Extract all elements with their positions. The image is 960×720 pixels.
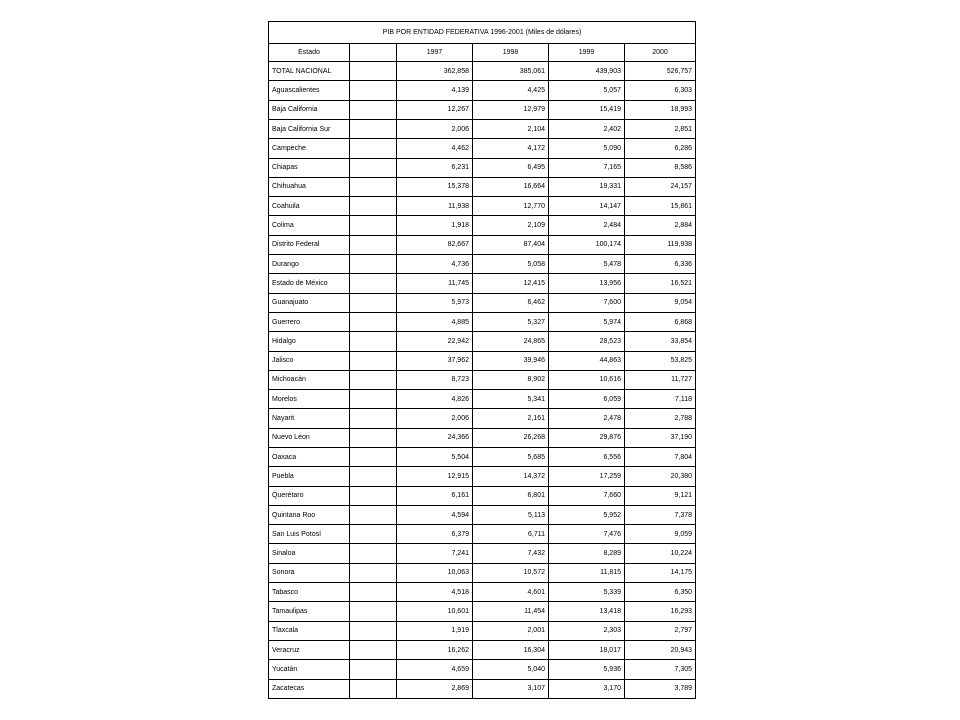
value-1999: 18,017 (549, 640, 625, 659)
value-1999: 5,974 (549, 312, 625, 331)
state-name: Oaxaca (269, 448, 350, 467)
value-1999: 6,556 (549, 448, 625, 467)
state-name: Tlaxcala (269, 621, 350, 640)
table-row (269, 409, 696, 428)
table-row (269, 351, 696, 370)
blank-cell (350, 274, 397, 293)
value-1997: 4,736 (397, 255, 473, 274)
column-header-estado: Estado (269, 44, 350, 62)
column-header-blank (350, 44, 397, 62)
value-1997: 1,918 (397, 216, 473, 235)
value-1997: 11,745 (397, 274, 473, 293)
value-2000: 10,224 (625, 544, 696, 563)
value-2000: 2,851 (625, 119, 696, 138)
table-header-row (269, 44, 696, 62)
value-2000: 8,586 (625, 158, 696, 177)
table-row (269, 197, 696, 216)
table-row (269, 390, 696, 409)
blank-cell (350, 177, 397, 196)
value-1999: 5,936 (549, 660, 625, 679)
state-name: Tabasco (269, 583, 350, 602)
blank-cell (350, 583, 397, 602)
value-2000: 7,804 (625, 448, 696, 467)
state-name: TOTAL NACIONAL (269, 62, 350, 81)
blank-cell (350, 216, 397, 235)
blank-cell (350, 293, 397, 312)
table-row (269, 621, 696, 640)
state-name: Aguascalientes (269, 81, 350, 100)
value-1998: 6,495 (473, 158, 549, 177)
gdp-table (268, 21, 696, 699)
table-row (269, 467, 696, 486)
value-1998: 12,415 (473, 274, 549, 293)
value-1998: 6,801 (473, 486, 549, 505)
value-2000: 6,286 (625, 139, 696, 158)
value-1997: 2,006 (397, 409, 473, 428)
value-1998: 5,058 (473, 255, 549, 274)
value-2000: 119,938 (625, 235, 696, 254)
blank-cell (350, 370, 397, 389)
table-row (269, 293, 696, 312)
value-2000: 37,190 (625, 428, 696, 447)
value-1999: 44,863 (549, 351, 625, 370)
value-1998: 12,979 (473, 100, 549, 119)
value-1997: 12,267 (397, 100, 473, 119)
table-row (269, 370, 696, 389)
table-row (269, 255, 696, 274)
value-1999: 7,660 (549, 486, 625, 505)
state-name: Colima (269, 216, 350, 235)
value-1997: 10,601 (397, 602, 473, 621)
value-2000: 14,175 (625, 563, 696, 582)
value-1998: 39,946 (473, 351, 549, 370)
table-row (269, 332, 696, 351)
value-2000: 24,157 (625, 177, 696, 196)
value-2000: 15,861 (625, 197, 696, 216)
table-row (269, 640, 696, 659)
value-2000: 33,854 (625, 332, 696, 351)
column-header-1999: 1999 (549, 44, 625, 62)
value-2000: 2,884 (625, 216, 696, 235)
value-1997: 7,241 (397, 544, 473, 563)
value-1999: 15,419 (549, 100, 625, 119)
value-1997: 4,462 (397, 139, 473, 158)
state-name: Michoacán (269, 370, 350, 389)
value-1997: 2,869 (397, 679, 473, 698)
value-1999: 19,331 (549, 177, 625, 196)
table-row (269, 428, 696, 447)
value-1998: 11,454 (473, 602, 549, 621)
value-1998: 2,001 (473, 621, 549, 640)
value-1997: 5,973 (397, 293, 473, 312)
value-1997: 2,006 (397, 119, 473, 138)
table-row (269, 158, 696, 177)
blank-cell (350, 602, 397, 621)
state-name: Jalisco (269, 351, 350, 370)
table-row (269, 119, 696, 138)
value-1998: 4,172 (473, 139, 549, 158)
value-1999: 17,259 (549, 467, 625, 486)
table-row (269, 62, 696, 81)
table-row (269, 563, 696, 582)
value-1997: 6,379 (397, 525, 473, 544)
state-name: Quintana Roo (269, 505, 350, 524)
blank-cell (350, 640, 397, 659)
state-name: Zacatecas (269, 679, 350, 698)
value-1997: 15,378 (397, 177, 473, 196)
value-2000: 6,868 (625, 312, 696, 331)
value-2000: 53,825 (625, 351, 696, 370)
value-2000: 7,305 (625, 660, 696, 679)
value-2000: 20,380 (625, 467, 696, 486)
value-1997: 24,366 (397, 428, 473, 447)
value-1997: 11,938 (397, 197, 473, 216)
table-row (269, 312, 696, 331)
value-1999: 13,418 (549, 602, 625, 621)
table-row (269, 448, 696, 467)
value-2000: 9,121 (625, 486, 696, 505)
value-1997: 4,659 (397, 660, 473, 679)
blank-cell (350, 332, 397, 351)
state-name: Coahuila (269, 197, 350, 216)
value-1998: 87,404 (473, 235, 549, 254)
state-name: San Luis Potosí (269, 525, 350, 544)
state-name: Chihuahua (269, 177, 350, 196)
state-name: Hidalgo (269, 332, 350, 351)
state-name: Guanajuato (269, 293, 350, 312)
value-2000: 2,788 (625, 409, 696, 428)
table-row (269, 139, 696, 158)
value-1998: 10,572 (473, 563, 549, 582)
table-title-row (269, 22, 696, 44)
value-1997: 82,667 (397, 235, 473, 254)
value-1999: 7,476 (549, 525, 625, 544)
state-name: Nayarit (269, 409, 350, 428)
table-row (269, 602, 696, 621)
value-1998: 26,268 (473, 428, 549, 447)
blank-cell (350, 409, 397, 428)
value-1999: 13,956 (549, 274, 625, 293)
blank-cell (350, 486, 397, 505)
blank-cell (350, 467, 397, 486)
state-name: Nuevo Leon (269, 428, 350, 447)
value-2000: 7,378 (625, 505, 696, 524)
state-name: Guerrero (269, 312, 350, 331)
value-1997: 4,594 (397, 505, 473, 524)
blank-cell (350, 448, 397, 467)
state-name: Querétaro (269, 486, 350, 505)
value-1999: 10,616 (549, 370, 625, 389)
value-1998: 7,432 (473, 544, 549, 563)
blank-cell (350, 621, 397, 640)
blank-cell (350, 428, 397, 447)
blank-cell (350, 255, 397, 274)
value-1998: 5,113 (473, 505, 549, 524)
value-1998: 5,327 (473, 312, 549, 331)
value-1999: 439,903 (549, 62, 625, 81)
value-1998: 14,372 (473, 467, 549, 486)
table-row (269, 505, 696, 524)
value-1998: 5,341 (473, 390, 549, 409)
value-2000: 20,943 (625, 640, 696, 659)
value-2000: 526,757 (625, 62, 696, 81)
value-1999: 6,059 (549, 390, 625, 409)
blank-cell (350, 544, 397, 563)
value-1997: 5,504 (397, 448, 473, 467)
value-1999: 2,402 (549, 119, 625, 138)
table-row (269, 235, 696, 254)
table-row (269, 525, 696, 544)
value-1997: 1,919 (397, 621, 473, 640)
blank-cell (350, 505, 397, 524)
table-row (269, 274, 696, 293)
value-1997: 8,723 (397, 370, 473, 389)
state-name: Durango (269, 255, 350, 274)
value-2000: 6,350 (625, 583, 696, 602)
table-row (269, 81, 696, 100)
value-1998: 5,040 (473, 660, 549, 679)
value-1998: 2,104 (473, 119, 549, 138)
value-1998: 6,711 (473, 525, 549, 544)
state-name: Morelos (269, 390, 350, 409)
value-2000: 16,521 (625, 274, 696, 293)
state-name: Campeche (269, 139, 350, 158)
blank-cell (350, 158, 397, 177)
value-1998: 2,109 (473, 216, 549, 235)
table-row (269, 100, 696, 119)
value-1999: 100,174 (549, 235, 625, 254)
state-name: Baja California Sur (269, 119, 350, 138)
table-title: PIB POR ENTIDAD FEDERATIVA 1996-2001 (Miles de dólares) (269, 22, 696, 44)
value-2000: 18,993 (625, 100, 696, 119)
blank-cell (350, 390, 397, 409)
value-1998: 5,685 (473, 448, 549, 467)
value-2000: 3,789 (625, 679, 696, 698)
blank-cell (350, 81, 397, 100)
table-row (269, 679, 696, 698)
value-2000: 6,336 (625, 255, 696, 274)
table-row (269, 544, 696, 563)
column-header-2000: 2000 (625, 44, 696, 62)
value-1999: 5,339 (549, 583, 625, 602)
blank-cell (350, 62, 397, 81)
blank-cell (350, 563, 397, 582)
value-1997: 37,962 (397, 351, 473, 370)
value-1999: 5,478 (549, 255, 625, 274)
blank-cell (350, 100, 397, 119)
blank-cell (350, 119, 397, 138)
value-1997: 10,063 (397, 563, 473, 582)
state-name: Sinaloa (269, 544, 350, 563)
column-header-1998: 1998 (473, 44, 549, 62)
value-1998: 16,304 (473, 640, 549, 659)
state-name: Estado de México (269, 274, 350, 293)
value-1997: 362,858 (397, 62, 473, 81)
state-name: Distrito Federal (269, 235, 350, 254)
state-name: Chiapas (269, 158, 350, 177)
value-1999: 7,600 (549, 293, 625, 312)
blank-cell (350, 679, 397, 698)
value-1997: 22,942 (397, 332, 473, 351)
value-1998: 8,902 (473, 370, 549, 389)
blank-cell (350, 139, 397, 158)
value-1997: 4,885 (397, 312, 473, 331)
table-row (269, 583, 696, 602)
value-1999: 28,523 (549, 332, 625, 351)
value-2000: 9,054 (625, 293, 696, 312)
value-1999: 14,147 (549, 197, 625, 216)
value-1998: 24,865 (473, 332, 549, 351)
value-1997: 4,518 (397, 583, 473, 602)
value-1998: 6,462 (473, 293, 549, 312)
state-name: Tamaulipas (269, 602, 350, 621)
value-1999: 2,303 (549, 621, 625, 640)
value-2000: 7,118 (625, 390, 696, 409)
value-1997: 12,915 (397, 467, 473, 486)
value-1999: 2,478 (549, 409, 625, 428)
value-1999: 11,815 (549, 563, 625, 582)
value-1999: 2,484 (549, 216, 625, 235)
value-1998: 2,161 (473, 409, 549, 428)
blank-cell (350, 197, 397, 216)
table-row (269, 660, 696, 679)
value-1998: 16,664 (473, 177, 549, 196)
state-name: Baja California (269, 100, 350, 119)
value-1998: 4,601 (473, 583, 549, 602)
value-1997: 16,262 (397, 640, 473, 659)
value-1998: 4,425 (473, 81, 549, 100)
value-1998: 3,107 (473, 679, 549, 698)
value-1999: 8,289 (549, 544, 625, 563)
value-2000: 9,059 (625, 525, 696, 544)
value-1999: 5,090 (549, 139, 625, 158)
value-1997: 4,826 (397, 390, 473, 409)
state-name: Sonora (269, 563, 350, 582)
column-header-1997: 1997 (397, 44, 473, 62)
value-1998: 12,770 (473, 197, 549, 216)
value-1999: 3,170 (549, 679, 625, 698)
value-1999: 29,876 (549, 428, 625, 447)
table-row (269, 486, 696, 505)
blank-cell (350, 235, 397, 254)
value-2000: 2,797 (625, 621, 696, 640)
value-2000: 6,303 (625, 81, 696, 100)
value-1997: 6,161 (397, 486, 473, 505)
value-1999: 5,952 (549, 505, 625, 524)
blank-cell (350, 525, 397, 544)
value-2000: 16,293 (625, 602, 696, 621)
value-1998: 385,061 (473, 62, 549, 81)
blank-cell (350, 351, 397, 370)
state-name: Veracruz (269, 640, 350, 659)
value-2000: 11,727 (625, 370, 696, 389)
value-1999: 5,057 (549, 81, 625, 100)
table-row (269, 216, 696, 235)
table-row (269, 177, 696, 196)
state-name: Puebla (269, 467, 350, 486)
value-1997: 6,231 (397, 158, 473, 177)
blank-cell (350, 660, 397, 679)
value-1997: 4,139 (397, 81, 473, 100)
value-1999: 7,165 (549, 158, 625, 177)
blank-cell (350, 312, 397, 331)
state-name: Yucatán (269, 660, 350, 679)
